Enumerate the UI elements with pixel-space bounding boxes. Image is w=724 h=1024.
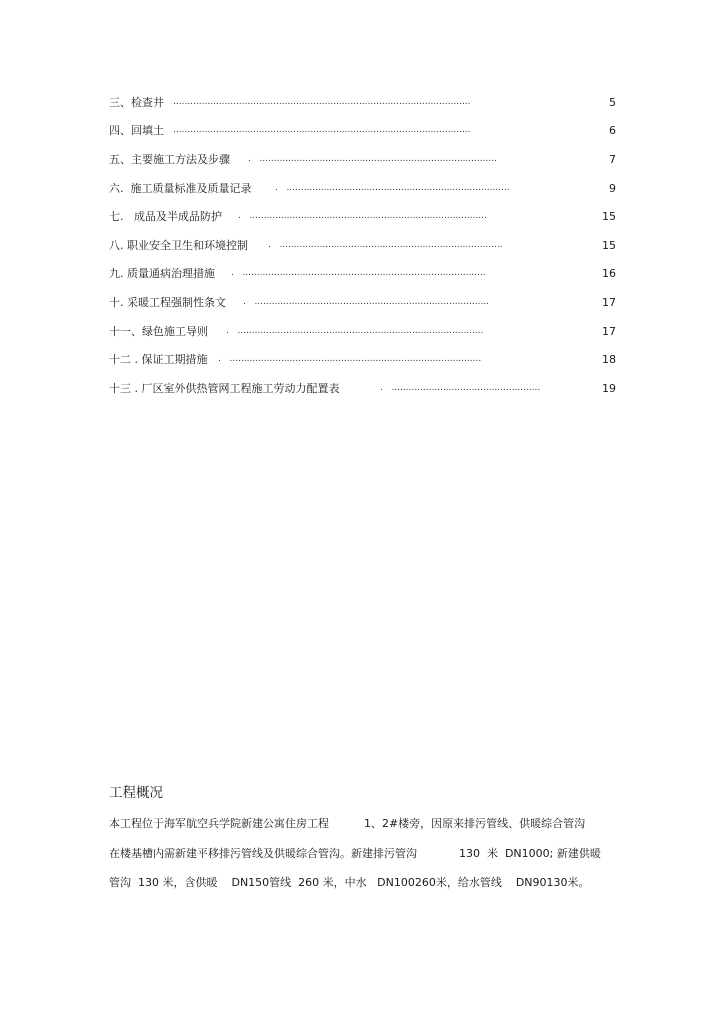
- toc-entry-page: 19: [602, 382, 616, 395]
- toc-dot-leader: ........................................................................................................: [173, 125, 471, 135]
- toc-entry[interactable]: [0, 379, 724, 399]
- toc-entry[interactable]: [0, 121, 724, 141]
- toc-dot-leader: . ..............................................................................: [275, 183, 510, 193]
- toc-entry-label: 十. 采暖工程强制性条文: [109, 296, 226, 309]
- toc-entry-page: 5: [609, 96, 616, 109]
- toc-entry-page: 15: [602, 239, 616, 252]
- toc-entry-page: 6: [609, 124, 616, 137]
- toc-dot-leader: . .....................................................................................: [231, 268, 486, 278]
- toc-entry-label: 十二 . 保证工期措施: [109, 353, 208, 366]
- toc-entry-label: 三、检查井: [109, 96, 164, 109]
- toc-entry[interactable]: [0, 322, 724, 342]
- toc-dot-leader: ........................................................................................................: [173, 97, 471, 107]
- toc-entry-label: 九. 质量通病治理措施: [109, 267, 215, 280]
- toc-entry-page: 17: [602, 325, 616, 338]
- toc-dot-leader: . ..............................................................................: [268, 240, 503, 250]
- toc-entry-label: 七. 成品及半成品防护: [109, 210, 222, 223]
- toc-entry-page: 18: [602, 353, 616, 366]
- toc-entry-label: 六. 施工质量标准及质量记录: [109, 182, 252, 195]
- toc-dot-leader: . ..................................................................................: [243, 297, 490, 307]
- toc-entry-page: 9: [609, 182, 616, 195]
- body-text-line: 在楼基槽内需新建平移排污管线及供暖综合管沟。新建排污管沟 130 米 DN1000; 新建供暖: [109, 847, 601, 860]
- toc-entry-page: 7: [609, 153, 616, 166]
- toc-entry[interactable]: [0, 207, 724, 227]
- toc-entry[interactable]: [0, 150, 724, 170]
- section-heading: 工程概况: [109, 785, 163, 801]
- toc-dot-leader: . ....................................................: [380, 383, 541, 393]
- toc-entry-page: 16: [602, 267, 616, 280]
- toc-entry-label: 四、回填土: [109, 124, 164, 137]
- toc-entry-label: 五、主要施工方法及步骤: [109, 153, 230, 166]
- toc-dot-leader: . ...................................................................................: [248, 154, 497, 164]
- toc-dot-leader: . ...................................................................................: [238, 211, 487, 221]
- toc-entry[interactable]: [0, 264, 724, 284]
- toc-dot-leader: . ......................................................................................: [226, 326, 484, 336]
- toc-entry-label: 十三 . 厂区室外供热管网工程施工劳动力配置表: [109, 382, 340, 395]
- toc-entry-label: 八. 职业安全卫生和环境控制: [109, 239, 248, 252]
- toc-entry[interactable]: [0, 350, 724, 370]
- toc-dot-leader: . ........................................................................................: [218, 354, 482, 364]
- toc-entry[interactable]: [0, 93, 724, 113]
- toc-entry[interactable]: [0, 293, 724, 313]
- body-text-line: 管沟 130 米，含供暖 DN150管线 260 米，中水 DN100260米，给水管线 DN90130米。: [109, 876, 590, 889]
- body-text-line: 本工程位于海军航空兵学院新建公寓住房工程 1、2#楼旁，因原来排污管线、供暖综合管沟: [109, 817, 586, 830]
- toc-entry[interactable]: [0, 179, 724, 199]
- toc-entry-label: 十一、绿色施工导则: [109, 325, 208, 338]
- toc-entry-page: 17: [602, 296, 616, 309]
- toc-entry-page: 15: [602, 210, 616, 223]
- toc-entry[interactable]: [0, 236, 724, 256]
